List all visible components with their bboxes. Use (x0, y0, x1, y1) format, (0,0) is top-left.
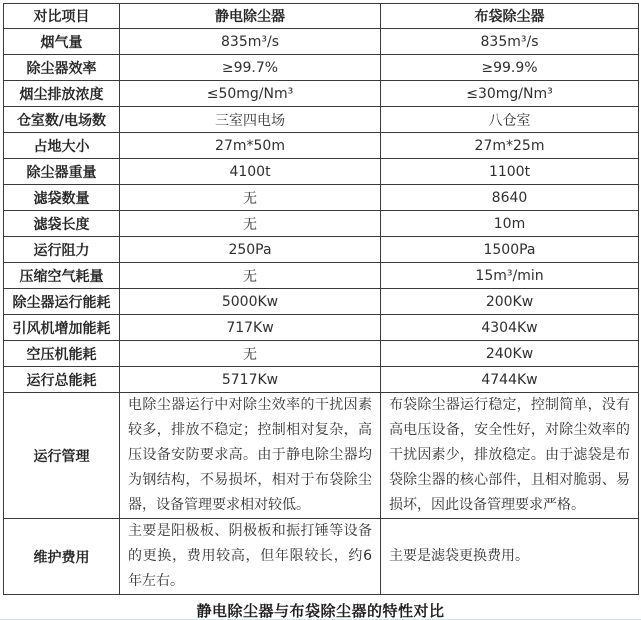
bag-management-text: 布袋除尘器运行稳定，控制简单，没有高电压设备，安全性好，对除尘效率的干扰因素少，排放稳定。由于滤袋是布袋除尘器的核心部件，且相对脆弱、易损坏，因此设备管理要求严格。 (381, 393, 639, 519)
bag-value: 4744Kw (381, 367, 639, 393)
row-label: 仓室数/电场数 (4, 107, 120, 133)
bag-value: ≤30mg/Nm³ (381, 81, 639, 107)
esp-value: 无 (120, 211, 381, 237)
esp-value: 无 (120, 185, 381, 211)
row-label: 烟尘排放浓度 (4, 81, 120, 107)
comparison-table (3, 3, 639, 595)
row-label: 空压机能耗 (4, 341, 120, 367)
table-row-flue-gas-volume (4, 29, 639, 55)
page (0, 3, 641, 620)
bag-value: 1500Pa (381, 237, 639, 263)
bag-value: 八仓室 (381, 107, 639, 133)
row-label: 滤袋数量 (4, 185, 120, 211)
row-label: 运行总能耗 (4, 367, 120, 393)
esp-value: 5000Kw (120, 289, 381, 315)
row-label: 引风机增加能耗 (4, 315, 120, 341)
bag-value: 1100t (381, 159, 639, 185)
row-label: 除尘器重量 (4, 159, 120, 185)
table-row-emission-concentration (4, 81, 639, 107)
table-row-weight (4, 159, 639, 185)
bag-value: 8640 (381, 185, 639, 211)
table-row-bag-length (4, 211, 639, 237)
esp-maintenance-text: 主要是阳极板、阴极板和振打锤等设备的更换，费用较高，但年限较长，约6年左右。 (120, 519, 381, 595)
esp-value: 250Pa (120, 237, 381, 263)
bag-value: ≥99.9% (381, 55, 639, 81)
table-row-compressed-air (4, 263, 639, 289)
row-label: 滤袋长度 (4, 211, 120, 237)
row-label: 烟气量 (4, 29, 120, 55)
header-esp-column: 静电除尘器 (120, 4, 381, 29)
bag-value: 27m*25m (381, 133, 639, 159)
esp-value: 4100t (120, 159, 381, 185)
table-row-maintenance-cost (4, 519, 639, 595)
table-row-operating-resistance (4, 237, 639, 263)
row-label: 除尘器运行能耗 (4, 289, 120, 315)
header-bag-column: 布袋除尘器 (381, 4, 639, 29)
table-row-operation-management (4, 393, 639, 519)
table-row-operating-energy (4, 289, 639, 315)
bag-value: 240Kw (381, 341, 639, 367)
row-label: 维护费用 (4, 519, 120, 595)
bag-value: 200Kw (381, 289, 639, 315)
table-row-bag-count (4, 185, 639, 211)
table-row-efficiency (4, 55, 639, 81)
table-row-fan-added-energy (4, 315, 639, 341)
row-label: 占地大小 (4, 133, 120, 159)
esp-value: 717Kw (120, 315, 381, 341)
bag-value: 4304Kw (381, 315, 639, 341)
bag-value: 10m (381, 211, 639, 237)
table-row-total-energy (4, 367, 639, 393)
table-row-chambers-fields (4, 107, 639, 133)
row-label: 运行阻力 (4, 237, 120, 263)
esp-value: 无 (120, 341, 381, 367)
esp-value: ≥99.7% (120, 55, 381, 81)
esp-value: 三室四电场 (120, 107, 381, 133)
esp-value: 835m³/s (120, 29, 381, 55)
table-row-footprint (4, 133, 639, 159)
esp-management-text: 电除尘器运行中对除尘效率的干扰因素较多，排放不稳定；控制相对复杂，高压设备安防要求高。由于静电除尘器均为钢结构，不易损坏，相对于布袋除尘器，设备管理要求相对较低。 (120, 393, 381, 519)
esp-value: ≤50mg/Nm³ (120, 81, 381, 107)
row-label: 运行管理 (4, 393, 120, 519)
table-caption: 静电除尘器与布袋除尘器的特性对比 (196, 602, 445, 620)
row-label: 除尘器效率 (4, 55, 120, 81)
bag-maintenance-text: 主要是滤袋更换费用。 (381, 519, 639, 595)
esp-value: 无 (120, 263, 381, 289)
esp-value: 27m*50m (120, 133, 381, 159)
table-header-row (4, 4, 639, 29)
row-label: 压缩空气耗量 (4, 263, 120, 289)
esp-value: 5717Kw (120, 367, 381, 393)
bag-value: 15m³/min (381, 263, 639, 289)
bag-value: 835m³/s (381, 29, 639, 55)
header-item-column: 对比项目 (4, 4, 120, 29)
table-row-compressor-energy (4, 341, 639, 367)
